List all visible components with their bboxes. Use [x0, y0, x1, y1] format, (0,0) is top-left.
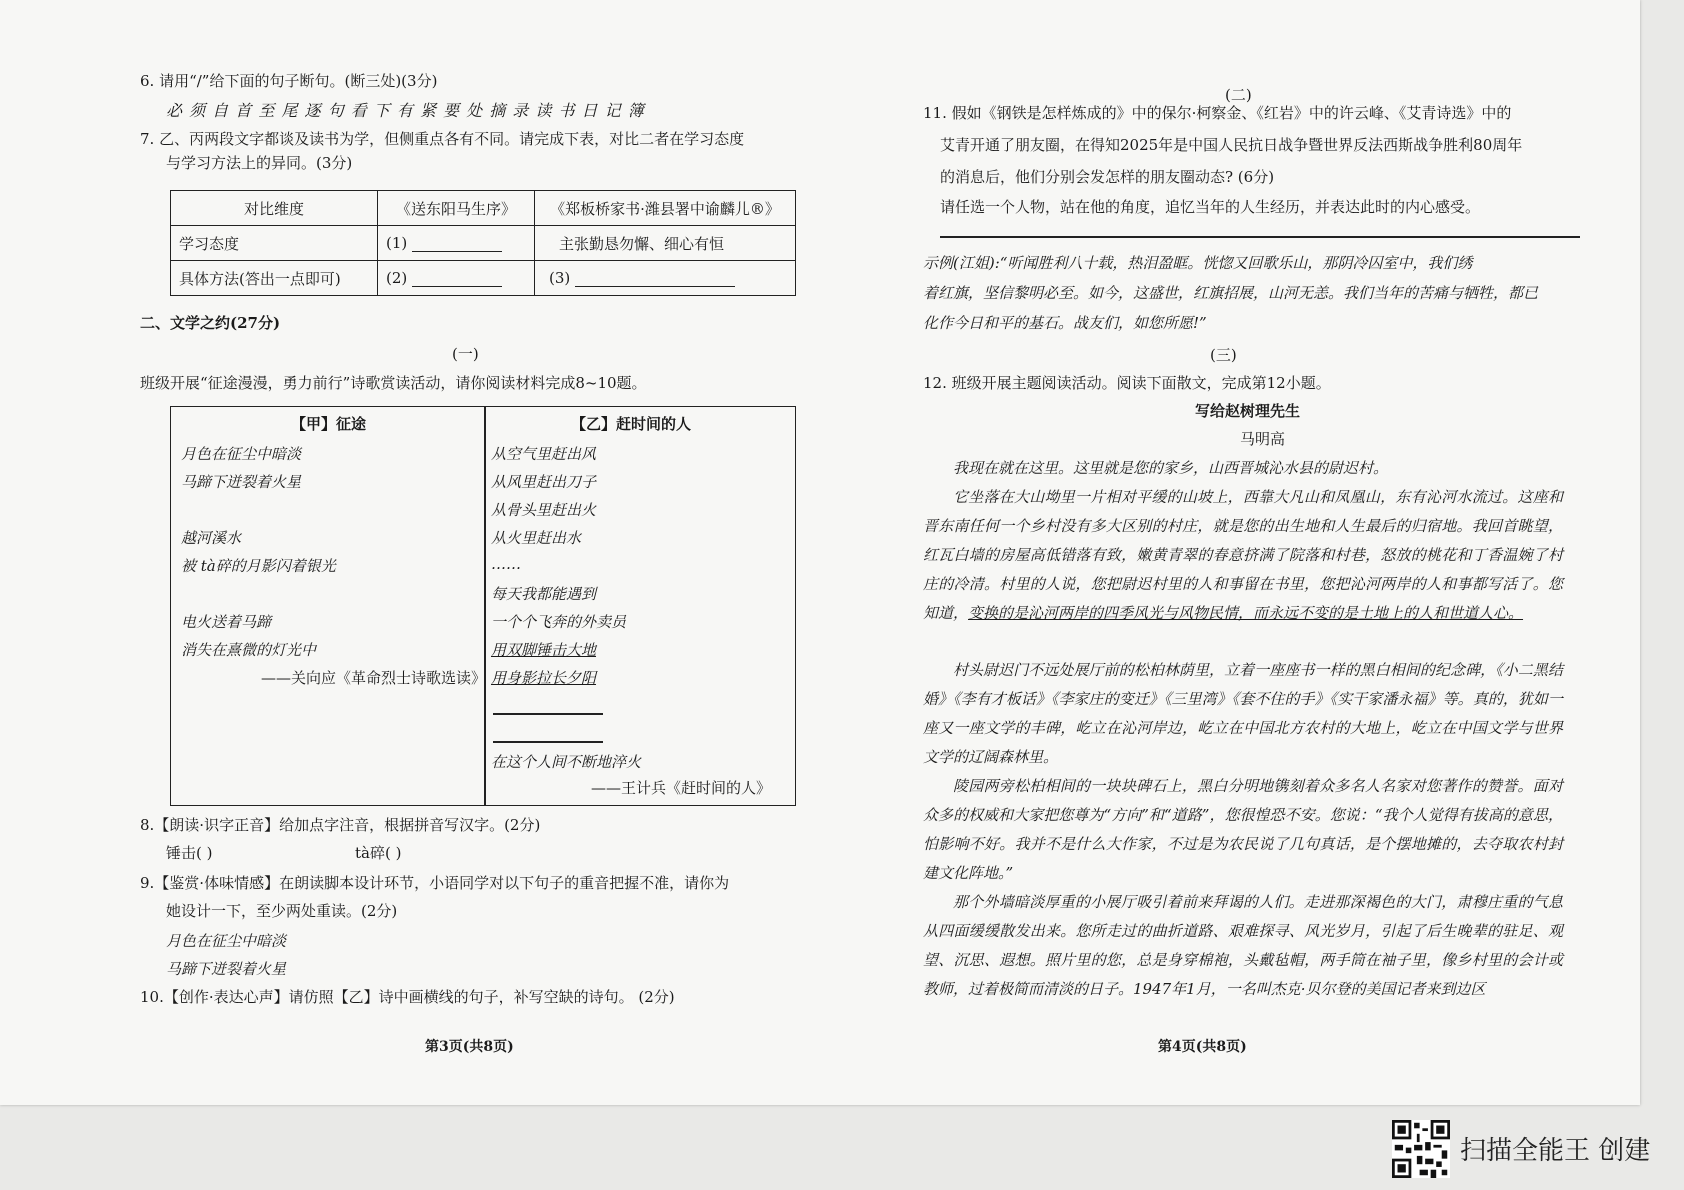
poem-b-line: 从风里赶出刀子 — [491, 473, 597, 491]
poem-b-line: …… — [491, 555, 521, 573]
poem-b-blank-1[interactable] — [493, 713, 603, 715]
poem-b-line: 从火里赶出水 — [491, 529, 582, 547]
poem-a-line: 越河溪水 — [181, 529, 242, 547]
poem-a-line: 电火送着马蹄 — [181, 613, 272, 631]
poem-b-line: 从骨头里赶出火 — [491, 501, 597, 519]
essay-paragraph-4: 陵园两旁松柏相间的一块块碑石上，黑白分明地镌刻着众多名人名家对您著作的赞誉。面对众多的权威和大家把您尊为“方向”和“道路”，您很惶恐不安。您说：“我个人觉得有拔高的意思，怕影响不好。我并不是什么大作家，不过是为农民说了几句真话，是个摆地摊的，去夺取农村封建文化阵地。” — [923, 777, 1563, 882]
essay-author: 马明高 — [1240, 430, 1286, 448]
poem-a-source: ——关向应《革命烈士诗歌选读》 — [261, 669, 487, 687]
table-blank-2[interactable] — [378, 261, 535, 296]
q7-prompt-line2: 与学习方法上的异同。(3分) — [166, 154, 353, 172]
poem-b-underlined-line: 用身影拉长夕阳 — [491, 669, 597, 687]
q11-line4: 请任选一个人物，站在他的角度，追忆当年的人生经历，并表达此时的内心感受。 — [940, 198, 1481, 216]
poem-a-line: 消失在熹微的灯光中 — [181, 641, 317, 659]
q6-sentence: 必 须 自 首 至 尾 逐 句 看 下 有 紧 要 处 摘 录 读 书 日 记 簿 — [166, 101, 645, 120]
poem-b-line: 在这个人间不断地淬火 — [491, 753, 642, 771]
subsection-2-label: (二) — [1225, 86, 1252, 104]
q8-item-1[interactable]: 锤击( ) — [166, 844, 213, 862]
q11-line3: 的消息后，他们分别会发怎样的朋友圈动态? (6分) — [940, 168, 1275, 186]
subsection-1-label: (一) — [452, 345, 479, 363]
comparison-table — [170, 190, 796, 296]
q11-line1: 11. 假如《钢铁是怎样炼成的》中的保尔·柯察金、《红岩》中的许云峰、《艾青诗选》中的 — [923, 104, 1512, 122]
q10-prompt: 10.【创作·表达心声】请仿照【乙】诗中画横线的句子，补写空缺的诗句。 (2分) — [140, 988, 675, 1006]
essay-title: 写给赵树理先生 — [1195, 402, 1301, 420]
essay-paragraph-3: 村头尉迟门不远处展厅前的松柏林荫里，立着一座座书一样的黑白相间的纪念碑，《小二黑结婚》《李有才板话》《李家庄的变迁》《三里湾》《套不住的手》《实干家潘永福》等。真的，犹如一座又一座文学的丰碑，屹立在沁河岸边，屹立在中国北方农村的大地上，屹立在中国文学与世界文学的辽阔森林里。 — [923, 661, 1563, 766]
table-blank-3[interactable] — [535, 261, 796, 296]
poem-b-line: 一个个飞奔的外卖员 — [491, 613, 627, 631]
poem-b-line: 每天我都能遇到 — [491, 585, 597, 603]
q7-prompt-line1: 7. 乙、丙两段文字都谈及读书为学，但侧重点各有不同。请完成下表，对比二者在学习态度 — [140, 130, 745, 148]
section-2-title: 二、文学之约(27分) — [140, 314, 281, 332]
page-4-footer: 第4页(共8页) — [1158, 1039, 1247, 1055]
q9-prompt-line2: 她设计一下，至少两处重读。(2分) — [166, 902, 398, 920]
q8-item-2[interactable]: tà碎( ) — [355, 844, 402, 862]
q9-line-2: 马蹄下迸裂着火星 — [166, 960, 287, 978]
q9-prompt-line1: 9.【鉴赏·体味情感】在朗读脚本设计环节，小语同学对以下句子的重音把握不准，请你为 — [140, 874, 730, 892]
example-line2: 着红旗，坚信黎明必至。如今，这盛世，红旗招展，山河无恙。我们当年的苦痛与牺牲，都已 — [923, 284, 1539, 302]
table-blank-1[interactable] — [378, 226, 535, 261]
q11-line2: 艾青开通了朋友圈，在得知2025年是中国人民抗日战争暨世界反法西斯战争胜利80周年 — [940, 136, 1523, 154]
table-header-text-2: 《郑板桥家书·潍县署中谕麟儿®》 — [535, 191, 796, 226]
poem-a-title: 【甲】征途 — [291, 415, 367, 433]
scanner-watermark: 扫描全能王 创建 — [1460, 1136, 1651, 1166]
essay-underlined-sentence: 变换的是沁河两岸的四季风光与风物民情，而永远不变的是土地上的人和世道人心。 — [968, 604, 1524, 622]
blank-label-2: (2) — [386, 269, 408, 287]
q11-separator — [940, 236, 1580, 238]
q12-prompt: 12. 班级开展主题阅读活动。阅读下面散文，完成第12小题。 — [923, 374, 1331, 392]
q8-prompt: 8.【朗读·识字正音】给加点字注音，根据拼音写汉字。(2分) — [140, 816, 541, 834]
poem-a-line: 马蹄下迸裂着火星 — [181, 473, 302, 491]
essay-paragraph-2-text: 它坐落在大山坳里一片相对平缓的山坡上，西靠大凡山和凤凰山，东有沁河水流过。这座和晋东南任何一个乡村没有多大区别的村庄，就是您的出生地和人生最后的归宿地。我回首眺望，红瓦白墙的房屋高低错落有致，嫩黄青翠的春意挤满了院落和村巷，怒放的桃花和丁香温婉了村庄的冷清。村里的人说，您把尉迟村里的人和事留在书里，您把沁河两岸的人和事都写活了。您知道， — [923, 488, 1563, 622]
example-line1: 示例(江姐):“听闻胜利八十载，热泪盈眶。恍惚又回歌乐山，那阴冷囚室中，我们绣 — [923, 254, 1473, 272]
poem-b-title: 【乙】赶时间的人 — [571, 415, 692, 433]
essay-paragraph-5: 那个外墙暗淡厚重的小展厅吸引着前来拜谒的人们。走进那深褐色的大门，肃穆庄重的气息从四面缓缓散发出来。您所走过的曲折道路、艰难探寻、风光岁月，引起了后生晚辈的驻足、观望、沉思、遐想。照片里的您，总是身穿棉袍，头戴毡帽，两手筒在袖子里，像乡村里的会计或教师，过着极简而清淡的日子。1947年1月，一名叫杰克·贝尔登的美国记者来到边区 — [923, 893, 1563, 998]
poem-b-source: ——王计兵《赶时间的人》 — [591, 779, 772, 797]
poem-intro: 班级开展“征途漫漫，勇力前行”诗歌赏读活动，请你阅读材料完成8~10题。 — [140, 374, 647, 392]
table-row-attitude-label: 学习态度 — [171, 226, 378, 261]
essay-paragraph-1: 我现在就在这里。这里就是您的家乡，山西晋城沁水县的尉迟村。 — [953, 459, 1389, 477]
table-row-attitude-answer: 主张勤恳勿懈、细心有恒 — [535, 226, 796, 261]
page-3-footer: 第3页(共8页) — [425, 1039, 514, 1055]
essay-paragraph-2 — [923, 483, 1563, 628]
poem-b-blank-2[interactable] — [493, 741, 603, 743]
q9-line-1: 月色在征尘中暗淡 — [166, 932, 287, 950]
subsection-3-label: (三) — [1210, 346, 1237, 364]
q6-prompt: 6. 请用“/”给下面的句子断句。(断三处)(3分) — [140, 72, 438, 90]
blank-label-3: (3) — [549, 269, 571, 287]
poem-box — [170, 406, 796, 806]
table-header-dimension: 对比维度 — [171, 191, 378, 226]
poem-b-line: 从空气里赶出风 — [491, 445, 597, 463]
page-3 — [0, 0, 820, 1105]
blank-label-1: (1) — [386, 234, 408, 252]
table-header-text-1: 《送东阳马生序》 — [378, 191, 535, 226]
poem-b-underlined-line: 用双脚锤击大地 — [491, 641, 597, 659]
example-line3: 化作今日和平的基石。战友们，如您所愿!” — [923, 314, 1207, 332]
poem-a-line: 被 tà碎的月影闪着银光 — [181, 557, 336, 575]
poem-a-line: 月色在征尘中暗淡 — [181, 445, 302, 463]
table-row-method-label: 具体方法(答出一点即可) — [171, 261, 378, 296]
qr-code-icon — [1392, 1120, 1450, 1178]
